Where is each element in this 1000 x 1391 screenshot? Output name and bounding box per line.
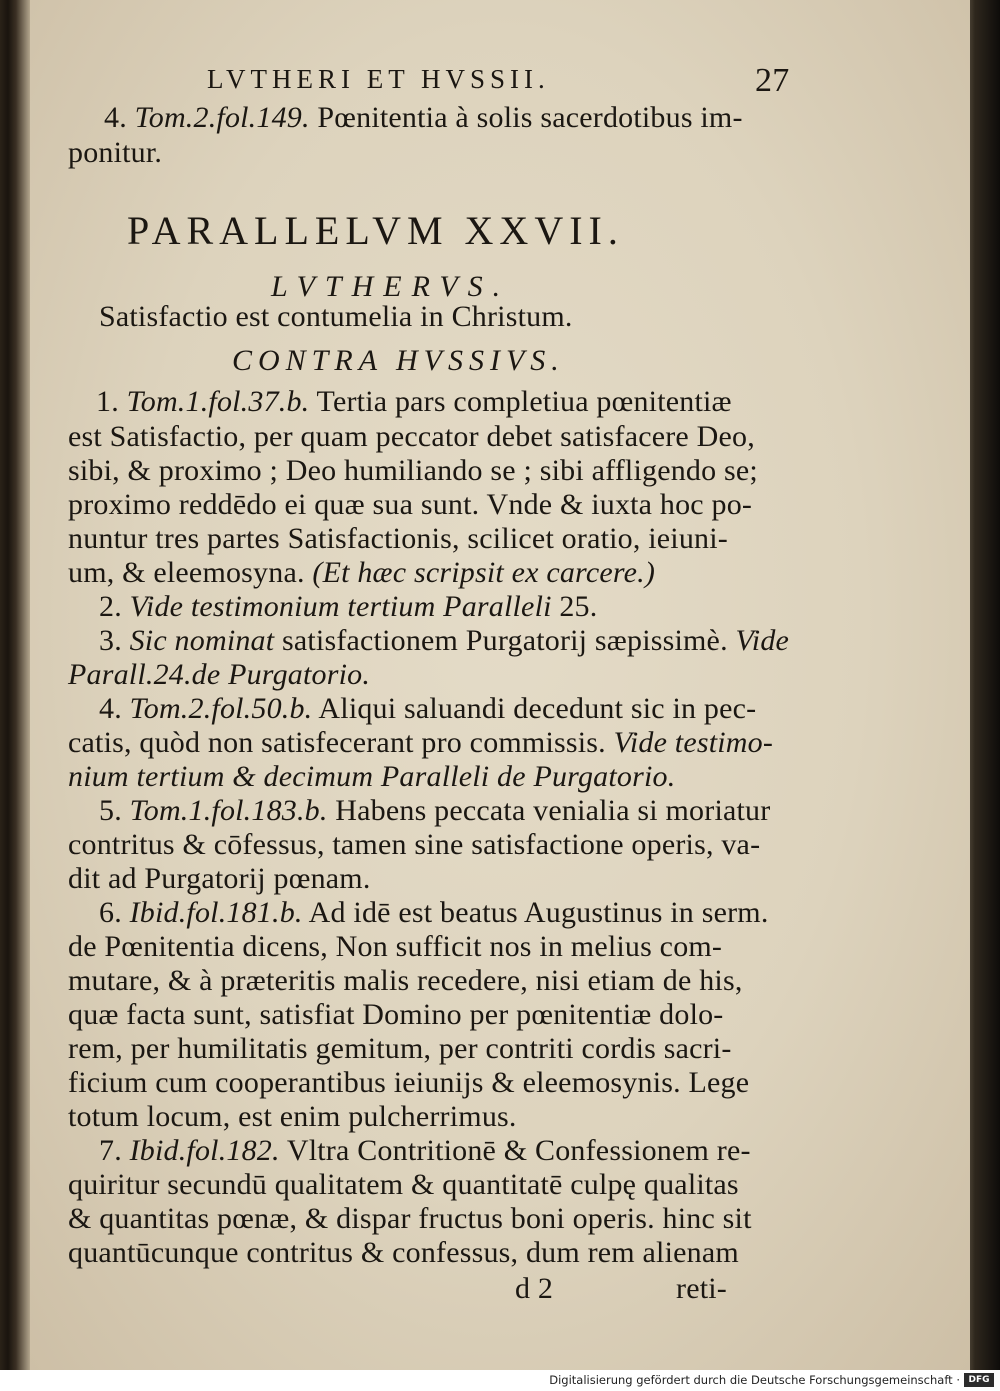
- text-line-28: [68, 1236, 739, 1270]
- text-line-20: [68, 964, 743, 998]
- text-run: nuntur tres partes Satisfactionis, scilicet oratio, ieiuni-: [68, 522, 728, 555]
- text-run: um, & eleemosyna.: [68, 556, 313, 589]
- text-line-22: [68, 1032, 732, 1066]
- text-run: de Pœnitentia dicens, Non sufficit nos in melius com-: [68, 930, 723, 963]
- text-run: est Satisfactio, per quam peccator debet satisfacere Deo,: [68, 420, 755, 453]
- text-run: Ibid.fol.182.: [129, 1134, 280, 1167]
- contra-heading: CONTRA HVSSIVS.: [232, 344, 565, 377]
- text-run: sibi, & proximo ; Deo humiliando se ; sibi affligendo se;: [68, 454, 758, 487]
- text-line-12: [99, 692, 756, 726]
- text-line-23: [68, 1066, 749, 1100]
- text-run: quiritur secundū qualitatem & quantitatē culpę qualitas: [68, 1168, 739, 1201]
- catchword: reti-: [676, 1272, 727, 1305]
- text-line-19: [68, 930, 722, 964]
- text-run: ficium cum cooperantibus ieiunijs & eleemosynis. Lege: [68, 1066, 750, 1099]
- text-run: catis, quòd non satisfecerant pro commissis.: [68, 726, 614, 759]
- text-run: 6.: [99, 896, 130, 929]
- text-line-3: [96, 385, 732, 419]
- text-run: 25.: [551, 590, 598, 623]
- text-run: quantūcunque contritus & confessus, dum rem alienam: [68, 1236, 739, 1269]
- text-line-26: [68, 1168, 739, 1202]
- text-run: Vide: [735, 624, 790, 657]
- text-line-5: [68, 454, 758, 488]
- text-line-27: [68, 1202, 752, 1236]
- text-run: Parall.24.de Purgatorio.: [68, 658, 371, 691]
- text-run: Vltra Contritionē & Confessionem re-: [279, 1134, 751, 1167]
- text-line-24: [68, 1100, 517, 1134]
- text-run: Ad idē est beatus Augustinus in serm.: [302, 896, 769, 929]
- text-line-16: [68, 828, 760, 862]
- page-number: 27: [755, 62, 790, 99]
- text-line-13: [68, 726, 773, 760]
- text-line-14: [68, 760, 675, 794]
- section-title: PARALLELVM XXVII.: [127, 208, 624, 253]
- text-line-10: [99, 624, 789, 658]
- text-line-4: [68, 420, 755, 454]
- text-run: Pœnitentia à solis sacerdotibus im-: [309, 101, 743, 134]
- text-run: Aliqui saluandi decedunt sic in pec-: [312, 692, 757, 725]
- text-run: rem, per humilitatis gemitum, per contriti cordis sacri-: [68, 1032, 732, 1065]
- text-run: totum locum, est enim pulcherrimus.: [68, 1100, 517, 1133]
- text-line-1: [104, 101, 743, 135]
- text-run: dit ad Purgatorij pœnam.: [68, 862, 371, 895]
- text-run: ponitur.: [68, 136, 163, 169]
- text-line-2: [68, 136, 162, 170]
- text-run: Vide testimonium tertium Paralleli: [129, 590, 552, 623]
- text-run: Sic nominat: [129, 624, 275, 657]
- text-run: (Et hæc scripsit ex carcere.): [312, 556, 656, 589]
- text-run: satisfactionem Purgatorij sæpissimè.: [274, 624, 736, 657]
- text-line-8: [68, 556, 655, 590]
- text-line-18: [99, 896, 769, 930]
- text-run: mutare, & à præteritis malis recedere, nisi etiam de his,: [68, 964, 743, 997]
- text-run: Vide testimo-: [613, 726, 774, 759]
- text-line-7: [68, 522, 728, 556]
- footer-bar: [0, 1370, 1000, 1391]
- text-line-11: [68, 658, 370, 692]
- text-run: Tom.2.fol.50.b.: [129, 692, 313, 725]
- text-run: Tom.2.fol.149.: [134, 101, 310, 134]
- text-run: contritus & cōfessus, tamen sine satisfactione operis, va-: [68, 828, 761, 861]
- text-run: 3.: [99, 624, 130, 657]
- text-run: & quantitas pœnæ, & dispar fructus boni operis. hinc sit: [68, 1202, 752, 1235]
- text-run: Ibid.fol.181.b.: [129, 896, 303, 929]
- text-run: Habens peccata venialia si moriatur: [327, 794, 771, 827]
- funding-note: Digitalisierung gefördert durch die Deutsche Forschungsgemeinschaft ·: [549, 1373, 960, 1387]
- author-heading: LVTHERVS.: [271, 270, 511, 303]
- text-run: proximo reddēdo ei quæ sua sunt. Vnde & iuxta hoc po-: [68, 488, 753, 521]
- text-run: 4.: [99, 692, 130, 725]
- signature-mark: d 2: [515, 1272, 554, 1305]
- text-run: Tom.1.fol.37.b.: [126, 385, 310, 418]
- text-run: 2.: [99, 590, 130, 623]
- text-run: Tertia pars completiua pœnitentiæ: [309, 385, 732, 418]
- text-run: 4.: [104, 101, 135, 134]
- text-run: 5.: [99, 794, 130, 827]
- dfg-logo-icon: DFG: [964, 1373, 994, 1387]
- running-head: LVTHERI ET HVSSII.: [207, 64, 550, 94]
- text-line-17: [68, 862, 371, 896]
- text-line-9: [99, 590, 597, 624]
- text-line-15: [99, 794, 770, 828]
- text-run: nium tertium & decimum Paralleli de Purgatorio.: [68, 760, 676, 793]
- text-line-6: [68, 488, 752, 522]
- text-line-21: [68, 998, 724, 1032]
- thesis: Satisfactio est contumelia in Christum.: [99, 300, 573, 333]
- text-run: Tom.1.fol.183.b.: [129, 794, 328, 827]
- text-run: quæ facta sunt, satisfiat Domino per pœnitentiæ dolo-: [68, 998, 724, 1031]
- text-run: 7.: [99, 1134, 130, 1167]
- text-run: 1.: [96, 385, 127, 418]
- text-line-25: [99, 1134, 751, 1168]
